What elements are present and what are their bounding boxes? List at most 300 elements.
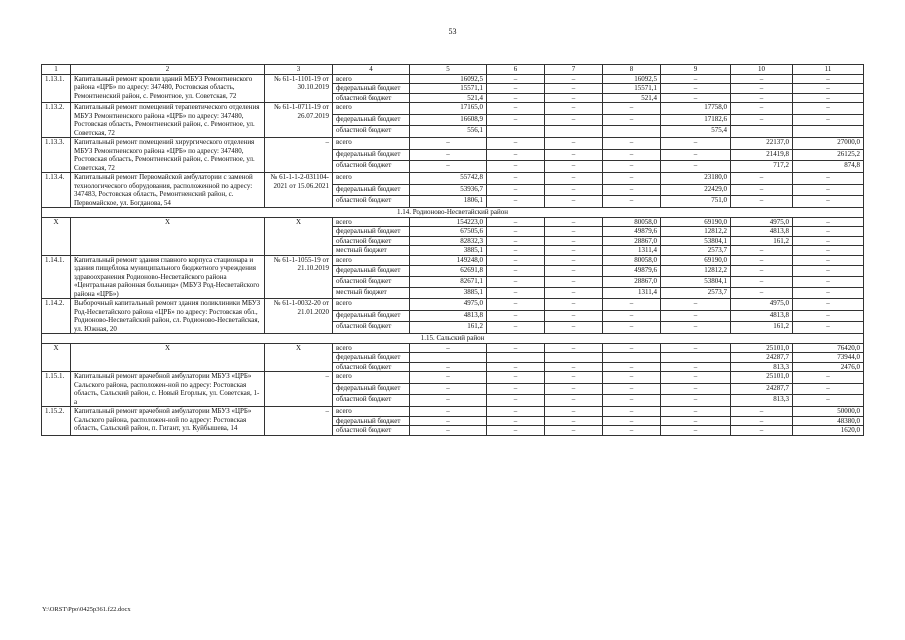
section-title: 1.14. Родионово-Несветайский район [42, 208, 864, 218]
amount-cell: – [603, 138, 661, 150]
amount-cell: – [487, 236, 545, 246]
amount-cell: 4975,0 [731, 299, 793, 311]
amount-cell: 16608,9 [410, 114, 487, 126]
amount-cell: 4813,8 [410, 310, 487, 322]
amount-cell: – [545, 395, 603, 407]
amount-cell: – [487, 173, 545, 185]
amount-cell: – [603, 196, 661, 208]
amount-cell: – [793, 266, 864, 277]
column-header: 10 [731, 65, 793, 75]
amount-cell: – [545, 407, 603, 417]
amount-cell: – [603, 149, 661, 161]
amount-cell: – [731, 93, 793, 103]
amount-cell: – [793, 288, 864, 299]
amount-cell: 67505,6 [410, 227, 487, 237]
item-number: 1.13.3. [42, 138, 71, 173]
amount-cell: 69190,0 [661, 217, 731, 227]
amount-cell: – [661, 383, 731, 395]
amount-cell: 55742,8 [410, 173, 487, 185]
section-row [42, 208, 864, 218]
amount-cell: – [487, 310, 545, 322]
amount-cell: – [487, 322, 545, 334]
amount-cell: – [410, 407, 487, 417]
amount-cell: – [793, 173, 864, 185]
amount-cell: – [487, 407, 545, 417]
budget-source: местный бюджет [333, 288, 410, 299]
budget-source: всего [333, 343, 410, 353]
budget-source: федеральный бюджет [333, 84, 410, 94]
amount-cell: 2573,7 [661, 246, 731, 256]
budget-source: областной бюджет [333, 395, 410, 407]
amount-cell: – [410, 138, 487, 150]
column-header: 7 [545, 65, 603, 75]
amount-cell: – [487, 343, 545, 353]
amount-cell: – [661, 426, 731, 436]
table-row [42, 407, 864, 417]
amount-cell: – [731, 277, 793, 288]
amount-cell: 82671,1 [410, 277, 487, 288]
amount-cell: – [661, 138, 731, 150]
table-row [42, 74, 864, 84]
amount-cell: 1620,0 [793, 426, 864, 436]
amount-cell: – [731, 196, 793, 208]
amount-cell [793, 126, 864, 138]
amount-cell: – [603, 103, 661, 115]
column-header: 4 [333, 65, 410, 75]
amount-cell: – [410, 161, 487, 173]
amount-cell: – [793, 277, 864, 288]
budget-source: всего [333, 103, 410, 115]
column-header: 1 [42, 65, 71, 75]
amount-cell: – [603, 426, 661, 436]
amount-cell: – [545, 277, 603, 288]
item-number: 1.15.2. [42, 407, 71, 436]
item-number: 1.14.2. [42, 299, 71, 334]
amount-cell: – [487, 196, 545, 208]
budget-source: областной бюджет [333, 161, 410, 173]
amount-cell: – [487, 395, 545, 407]
amount-cell: 4975,0 [410, 299, 487, 311]
amount-cell: 28867,0 [603, 236, 661, 246]
amount-cell: – [545, 84, 603, 94]
amount-cell: – [545, 288, 603, 299]
amount-cell: – [410, 149, 487, 161]
amount-cell: 12812,2 [661, 227, 731, 237]
item-description: Капитальный ремонт помещений терапевтического отделения МБУЗ Ремонтненского района «ЦРБ» по адресу: 347480, Ростовская область, Ремонтненский район, с. Ремонтное, ул. Советская, 72 [71, 103, 265, 138]
amount-cell: 26125,2 [793, 149, 864, 161]
item-document: № 61-1-0032-20 от 21.01.2020 [265, 299, 333, 334]
amount-cell: – [487, 372, 545, 384]
amount-cell: – [661, 161, 731, 173]
amount-cell: – [603, 161, 661, 173]
amount-cell: – [793, 255, 864, 266]
amount-cell: – [545, 227, 603, 237]
amount-cell: – [603, 383, 661, 395]
amount-cell: 1311,4 [603, 246, 661, 256]
amount-cell: – [410, 395, 487, 407]
amount-cell: – [661, 149, 731, 161]
amount-cell [545, 353, 603, 363]
amount-cell: – [731, 407, 793, 417]
amount-cell: – [731, 173, 793, 185]
table-row [42, 173, 864, 185]
amount-cell: 53804,1 [661, 277, 731, 288]
item-number: 1.13.4. [42, 173, 71, 208]
amount-cell: – [731, 288, 793, 299]
amount-cell: 62691,8 [410, 266, 487, 277]
amount-cell: 22137,0 [731, 138, 793, 150]
amount-cell: 3885,1 [410, 288, 487, 299]
amount-cell: – [545, 362, 603, 372]
item-number: Х [42, 217, 71, 255]
amount-cell: – [661, 343, 731, 353]
amount-cell: – [661, 74, 731, 84]
amount-cell: – [661, 362, 731, 372]
amount-cell: – [487, 288, 545, 299]
item-document: Х [265, 217, 333, 255]
budget-source: областной бюджет [333, 362, 410, 372]
amount-cell: 813,3 [731, 362, 793, 372]
amount-cell: – [545, 310, 603, 322]
amount-cell: – [487, 184, 545, 196]
amount-cell: – [545, 246, 603, 256]
amount-cell: – [793, 217, 864, 227]
budget-table [41, 64, 864, 436]
amount-cell: 25101,0 [731, 372, 793, 384]
budget-source: федеральный бюджет [333, 227, 410, 237]
amount-cell: 717,2 [731, 161, 793, 173]
budget-source: федеральный бюджет [333, 416, 410, 426]
page-number: 53 [448, 27, 457, 36]
amount-cell: – [545, 416, 603, 426]
budget-source: федеральный бюджет [333, 310, 410, 322]
amount-cell: 16092,5 [410, 74, 487, 84]
amount-cell: – [793, 114, 864, 126]
amount-cell: – [661, 299, 731, 311]
amount-cell: – [603, 362, 661, 372]
table-row [42, 217, 864, 227]
item-document: – [265, 407, 333, 436]
amount-cell: – [661, 395, 731, 407]
amount-cell: – [545, 255, 603, 266]
amount-cell: 1806,1 [410, 196, 487, 208]
amount-cell: – [545, 372, 603, 384]
amount-cell: – [487, 277, 545, 288]
amount-cell: – [603, 173, 661, 185]
item-description: Капитальный ремонт здания главного корпуса стационара и здания пищеблока муниципального бюджетного учреждения здравоохранения Родионово-Несветайского района «Центральная районная больница» (МБУЗ Род-Несветайского района «ЦРБ») [71, 255, 265, 299]
amount-cell: – [793, 184, 864, 196]
amount-cell: 16092,5 [603, 74, 661, 84]
amount-cell: 161,2 [731, 322, 793, 334]
amount-cell: – [731, 84, 793, 94]
amount-cell: 27000,0 [793, 138, 864, 150]
amount-cell: – [545, 266, 603, 277]
amount-cell: 49879,6 [603, 227, 661, 237]
amount-cell: – [487, 217, 545, 227]
amount-cell: – [731, 246, 793, 256]
amount-cell: – [487, 246, 545, 256]
section-row [42, 334, 864, 344]
amount-cell: 15571,1 [603, 84, 661, 94]
budget-source: федеральный бюджет [333, 114, 410, 126]
amount-cell: – [793, 322, 864, 334]
item-document: № 61-1-1101-19 от 30.10.2019 [265, 74, 333, 103]
budget-source: всего [333, 138, 410, 150]
amount-cell [410, 353, 487, 363]
amount-cell: – [793, 395, 864, 407]
amount-cell: – [661, 416, 731, 426]
amount-cell: – [661, 93, 731, 103]
amount-cell: 521,4 [410, 93, 487, 103]
amount-cell: – [545, 383, 603, 395]
amount-cell: 80058,0 [603, 255, 661, 266]
amount-cell: – [545, 343, 603, 353]
amount-cell: 575,4 [661, 126, 731, 138]
amount-cell: 1311,4 [603, 288, 661, 299]
budget-source: федеральный бюджет [333, 383, 410, 395]
amount-cell: – [603, 114, 661, 126]
column-header: 9 [661, 65, 731, 75]
section-title: 1.15. Сальский район [42, 334, 864, 344]
item-document: – [265, 372, 333, 407]
amount-cell: – [661, 407, 731, 417]
amount-cell: 17182,6 [661, 114, 731, 126]
amount-cell: – [487, 255, 545, 266]
amount-cell: – [661, 322, 731, 334]
amount-cell: 53804,1 [661, 236, 731, 246]
item-description: Капитальный ремонт врачебной амбулатории МБУЗ «ЦРБ» Сальского района, расположен-ной по адресу: Ростовская область, Сальский район, с. Новый Егорлык, ул. Советская, 1-а [71, 372, 265, 407]
budget-source: всего [333, 74, 410, 84]
table-row [42, 255, 864, 266]
amount-cell: 12812,2 [661, 266, 731, 277]
amount-cell [487, 126, 545, 138]
amount-cell: 49879,6 [603, 266, 661, 277]
amount-cell: – [545, 103, 603, 115]
amount-cell: – [793, 299, 864, 311]
amount-cell: 874,8 [793, 161, 864, 173]
amount-cell: 751,0 [661, 196, 731, 208]
item-document: № 61-1-1055-19 от 21.10.2019 [265, 255, 333, 299]
amount-cell: – [603, 299, 661, 311]
amount-cell: – [793, 372, 864, 384]
amount-cell: 4975,0 [731, 217, 793, 227]
amount-cell: – [793, 246, 864, 256]
amount-cell: 76420,0 [793, 343, 864, 353]
amount-cell: – [410, 426, 487, 436]
amount-cell: – [731, 426, 793, 436]
amount-cell: – [731, 103, 793, 115]
amount-cell: – [545, 426, 603, 436]
budget-source: областной бюджет [333, 126, 410, 138]
amount-cell: – [410, 383, 487, 395]
amount-cell: 28867,0 [603, 277, 661, 288]
column-header: 8 [603, 65, 661, 75]
item-document: № 61-1-0711-19 от 26.07.2019 [265, 103, 333, 138]
amount-cell: – [545, 138, 603, 150]
amount-cell: – [731, 114, 793, 126]
amount-cell: – [793, 196, 864, 208]
table-row [42, 103, 864, 115]
amount-cell: – [603, 372, 661, 384]
table-row [42, 372, 864, 384]
amount-cell: – [603, 310, 661, 322]
item-description: Капитальный ремонт Первомайской амбулатории с заменой технологического оборудования, расположенной по адресу: 347483, Ростовская область, Ремонтненский район, с. Первомайское, ул. Богданова, 54 [71, 173, 265, 208]
amount-cell: – [545, 322, 603, 334]
column-header: 2 [71, 65, 265, 75]
amount-cell [603, 353, 661, 363]
item-document: № 61-1-1-2-031104-2021 от 15.06.2021 [265, 173, 333, 208]
amount-cell: 17758,0 [661, 103, 731, 115]
amount-cell: – [545, 93, 603, 103]
amount-cell: – [487, 74, 545, 84]
amount-cell: – [545, 217, 603, 227]
amount-cell: – [793, 74, 864, 84]
table-row [42, 138, 864, 150]
amount-cell: – [661, 84, 731, 94]
amount-cell: 69190,0 [661, 255, 731, 266]
item-number: 1.13.1. [42, 74, 71, 103]
item-number: 1.13.2. [42, 103, 71, 138]
amount-cell: – [603, 395, 661, 407]
amount-cell: – [487, 383, 545, 395]
budget-source: всего [333, 173, 410, 185]
amount-cell: – [487, 362, 545, 372]
item-number: 1.14.1. [42, 255, 71, 299]
amount-cell: – [603, 322, 661, 334]
amount-cell: – [487, 149, 545, 161]
amount-cell: 80058,0 [603, 217, 661, 227]
amount-cell: – [731, 255, 793, 266]
budget-source: всего [333, 255, 410, 266]
amount-cell: 2573,7 [661, 288, 731, 299]
amount-cell: – [731, 74, 793, 84]
budget-source: всего [333, 217, 410, 227]
amount-cell: 23180,0 [661, 173, 731, 185]
amount-cell: – [545, 114, 603, 126]
amount-cell: – [545, 161, 603, 173]
amount-cell: 3885,1 [410, 246, 487, 256]
amount-cell: – [731, 416, 793, 426]
amount-cell: 813,3 [731, 395, 793, 407]
budget-source: областной бюджет [333, 93, 410, 103]
column-header: 5 [410, 65, 487, 75]
item-document: Х [265, 343, 333, 372]
amount-cell: – [487, 266, 545, 277]
amount-cell: 4813,8 [731, 310, 793, 322]
amount-cell: – [487, 227, 545, 237]
amount-cell: 15571,1 [410, 84, 487, 94]
amount-cell: – [793, 236, 864, 246]
amount-cell: 48380,0 [793, 416, 864, 426]
amount-cell: 25101,0 [731, 343, 793, 353]
budget-source: областной бюджет [333, 196, 410, 208]
amount-cell: – [603, 343, 661, 353]
budget-source: областной бюджет [333, 236, 410, 246]
amount-cell: – [545, 236, 603, 246]
amount-cell: 50000,0 [793, 407, 864, 417]
item-description: Х [71, 343, 265, 372]
amount-cell: – [487, 84, 545, 94]
amount-cell: – [487, 416, 545, 426]
table-row [42, 299, 864, 311]
budget-source: федеральный бюджет [333, 353, 410, 363]
item-document: – [265, 138, 333, 173]
amount-cell [731, 126, 793, 138]
budget-source: всего [333, 299, 410, 311]
amount-cell: – [545, 299, 603, 311]
amount-cell: – [487, 426, 545, 436]
amount-cell: – [545, 149, 603, 161]
amount-cell: – [410, 343, 487, 353]
amount-cell: 53936,7 [410, 184, 487, 196]
budget-source: областной бюджет [333, 426, 410, 436]
item-description: Капитальный ремонт врачебной амбулатории МБУЗ «ЦРБ» Сальского района, расположен-ной по адресу: Ростовская область, Сальский район, п. Гигант, ул. Куйбышева, 14 [71, 407, 265, 436]
amount-cell: 556,1 [410, 126, 487, 138]
amount-cell: – [487, 93, 545, 103]
amount-cell [603, 126, 661, 138]
item-description: Капитальный ремонт помещений хирургического отделения МБУЗ Ремонтненского района «ЦРБ» по адресу: 347480, Ростовская область, Ремонтненский район, с. Ремонтное, ул. Советская, 72 [71, 138, 265, 173]
amount-cell: – [661, 372, 731, 384]
amount-cell: 24287,7 [731, 353, 793, 363]
budget-source: местный бюджет [333, 246, 410, 256]
budget-source: федеральный бюджет [333, 149, 410, 161]
amount-cell: 149248,0 [410, 255, 487, 266]
budget-source: всего [333, 407, 410, 417]
budget-source: федеральный бюджет [333, 266, 410, 277]
amount-cell: – [410, 372, 487, 384]
amount-cell [487, 353, 545, 363]
budget-source: областной бюджет [333, 277, 410, 288]
item-number: 1.15.1. [42, 372, 71, 407]
amount-cell: – [487, 299, 545, 311]
amount-cell: 4813,8 [731, 227, 793, 237]
amount-cell: – [603, 416, 661, 426]
amount-cell: – [603, 184, 661, 196]
budget-source: областной бюджет [333, 322, 410, 334]
amount-cell: 521,4 [603, 93, 661, 103]
amount-cell: – [793, 383, 864, 395]
amount-cell [545, 126, 603, 138]
column-header: 3 [265, 65, 333, 75]
item-description: Выборочный капитальный ремонт здания поликлиники МБУЗ Род-Несветайского района «ЦРБ» по адресу: Ростовская обл., Родионово-Несветайский район, сл. Родионово-Несветайская, ул. Южная, 20 [71, 299, 265, 334]
amount-cell: – [545, 196, 603, 208]
amount-cell: 21419,8 [731, 149, 793, 161]
amount-cell: – [487, 114, 545, 126]
amount-cell: 82832,3 [410, 236, 487, 246]
header-row [42, 65, 864, 75]
file-path-footer: Y:\ORST\Ppo\0425p361.f22.docx [42, 606, 131, 613]
item-number: Х [42, 343, 71, 372]
amount-cell: – [793, 84, 864, 94]
amount-cell: 154223,0 [410, 217, 487, 227]
column-header: 6 [487, 65, 545, 75]
item-description: Капитальный ремонт кровли зданий МБУЗ Ремонтненского района «ЦРБ» по адресу: 347480, Ростовская область, Ремонтненский район, с. Ремонтное, ул. Советская, 72 [71, 74, 265, 103]
amount-cell: – [487, 103, 545, 115]
amount-cell: – [793, 93, 864, 103]
amount-cell: – [661, 310, 731, 322]
column-header: 11 [793, 65, 864, 75]
amount-cell: – [410, 416, 487, 426]
table-row [42, 343, 864, 353]
amount-cell: 2476,0 [793, 362, 864, 372]
amount-cell [661, 353, 731, 363]
amount-cell: – [793, 227, 864, 237]
amount-cell: – [793, 103, 864, 115]
budget-source: всего [333, 372, 410, 384]
amount-cell: – [487, 138, 545, 150]
amount-cell: – [487, 161, 545, 173]
amount-cell: – [545, 74, 603, 84]
